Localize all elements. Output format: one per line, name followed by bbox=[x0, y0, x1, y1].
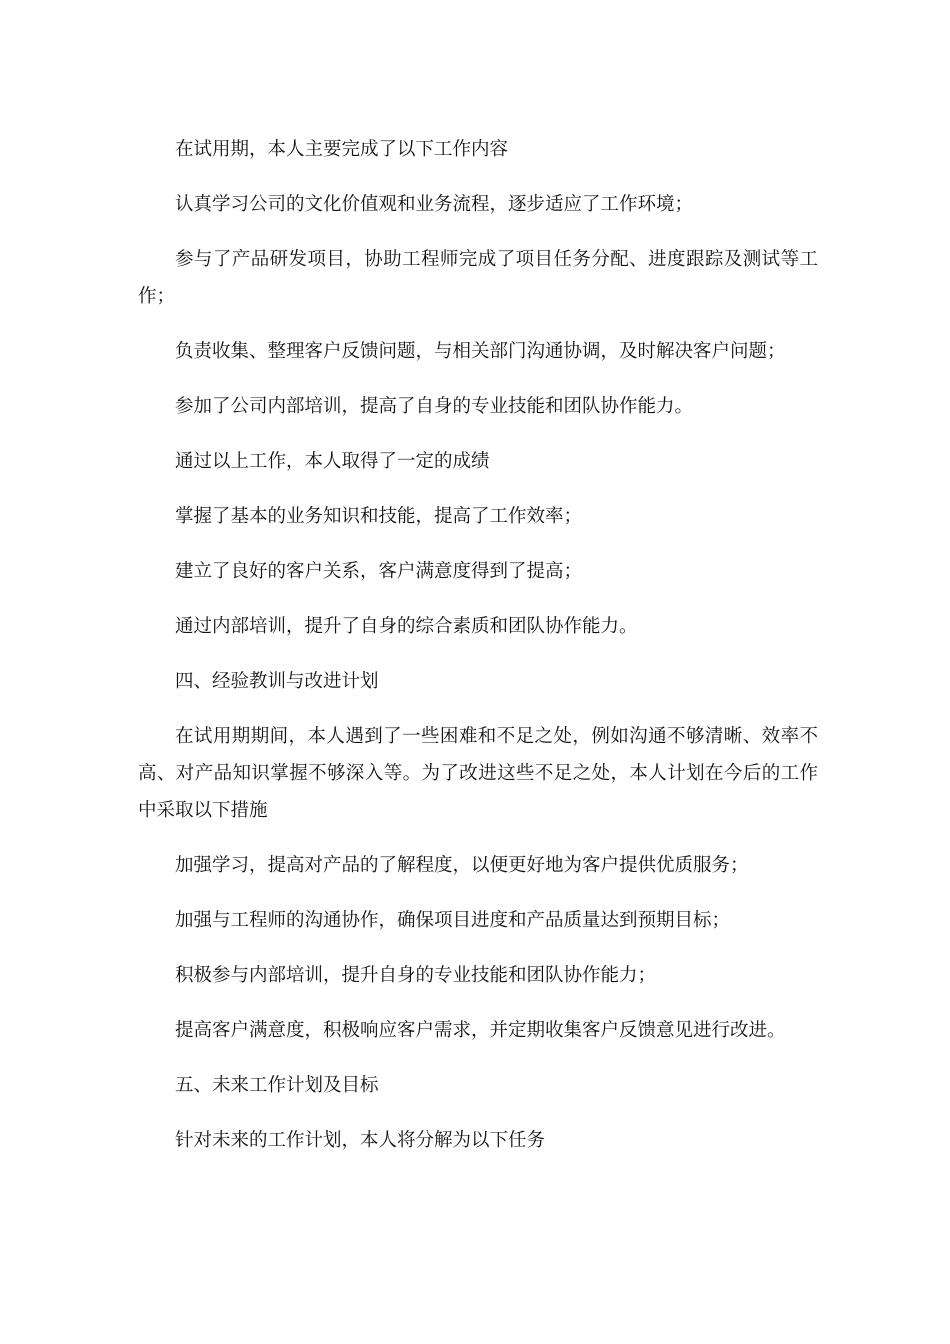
paragraph-strengthen-learning: 加强学习，提高对产品的了解程度，以便更好地为客户提供优质服务； bbox=[175, 855, 749, 876]
paragraph-engineer-collaboration: 加强与工程师的沟通协作，确保项目进度和产品质量达到预期目标； bbox=[175, 910, 731, 931]
section-heading-lessons: 四、经验教训与改进计划 bbox=[175, 671, 379, 692]
paragraph-customer-relations: 建立了良好的客户关系，客户满意度得到了提高； bbox=[175, 561, 583, 582]
paragraph-internal-training: 参加了公司内部培训，提高了自身的专业技能和团队协作能力。 bbox=[175, 396, 694, 417]
paragraph-achievements-intro: 通过以上工作，本人取得了一定的成绩 bbox=[175, 451, 490, 472]
paragraph-training-participation: 积极参与内部培训，提升自身的专业技能和团队协作能力； bbox=[175, 965, 657, 986]
paragraph-future-tasks: 针对未来的工作计划，本人将分解为以下任务 bbox=[175, 1130, 546, 1151]
paragraph-business-knowledge: 掌握了基本的业务知识和技能，提高了工作效率； bbox=[175, 506, 583, 527]
paragraph-rd-project: 参与了产品研发项目，协助工程师完成了项目任务分配、进度跟踪及测试等工作； bbox=[138, 249, 818, 307]
paragraph-study-culture: 认真学习公司的文化价值观和业务流程，逐步适应了工作环境； bbox=[175, 194, 694, 215]
section-heading-future-plan: 五、未来工作计划及目标 bbox=[175, 1075, 379, 1096]
paragraph-customer-feedback: 负责收集、整理客户反馈问题，与相关部门沟通协调，及时解决客户问题； bbox=[175, 341, 786, 362]
document-body bbox=[138, 131, 818, 1177]
paragraph-overall-quality: 通过内部培训，提升了自身的综合素质和团队协作能力。 bbox=[175, 616, 638, 637]
paragraph-difficulties: 在试用期期间，本人遇到了一些困难和不足之处，例如沟通不够清晰、效率不高、对产品知识掌握不够深入等。为了改进这些不足之处，本人计划在今后的工作中采取以下措施 bbox=[138, 726, 818, 821]
paragraph-customer-satisfaction: 提高客户满意度，积极响应客户需求，并定期收集客户反馈意见进行改进。 bbox=[175, 1020, 786, 1041]
paragraph-trial-work-intro: 在试用期，本人主要完成了以下工作内容 bbox=[175, 139, 509, 160]
